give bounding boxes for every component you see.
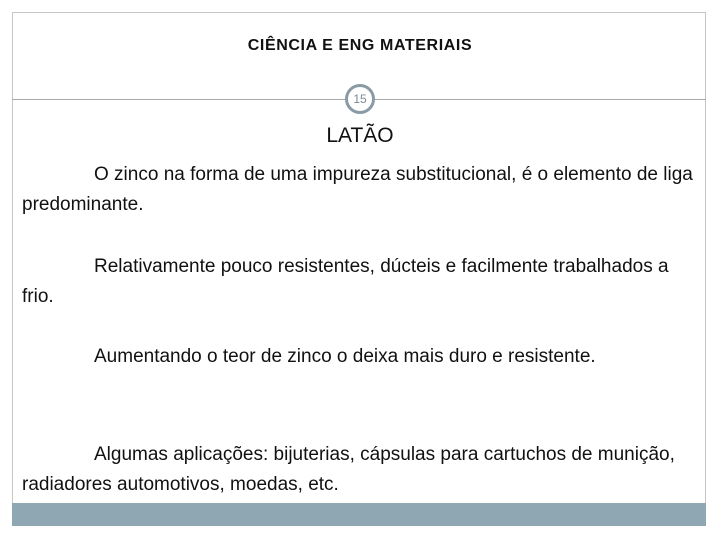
paragraph-4: Algumas aplicações: bijuterias, cápsulas para cartuchos de munição, radiadores automotivos, moedas, etc. <box>22 444 675 495</box>
slide-heading: LATÃO <box>326 124 394 147</box>
paragraph-2: Relativamente pouco resistentes, dúcteis e facilmente trabalhados a frio. <box>22 256 669 307</box>
page-number-badge: 15 <box>345 84 375 114</box>
footer-bar <box>12 503 706 526</box>
header-title: CIÊNCIA E ENG MATERIAIS <box>247 37 473 54</box>
paragraph-3: Aumentando o teor de zinco o deixa mais duro e resistente. <box>94 346 596 367</box>
paragraph-1: O zinco na forma de uma impureza substitucional, é o elemento de liga predominante. <box>22 164 693 215</box>
